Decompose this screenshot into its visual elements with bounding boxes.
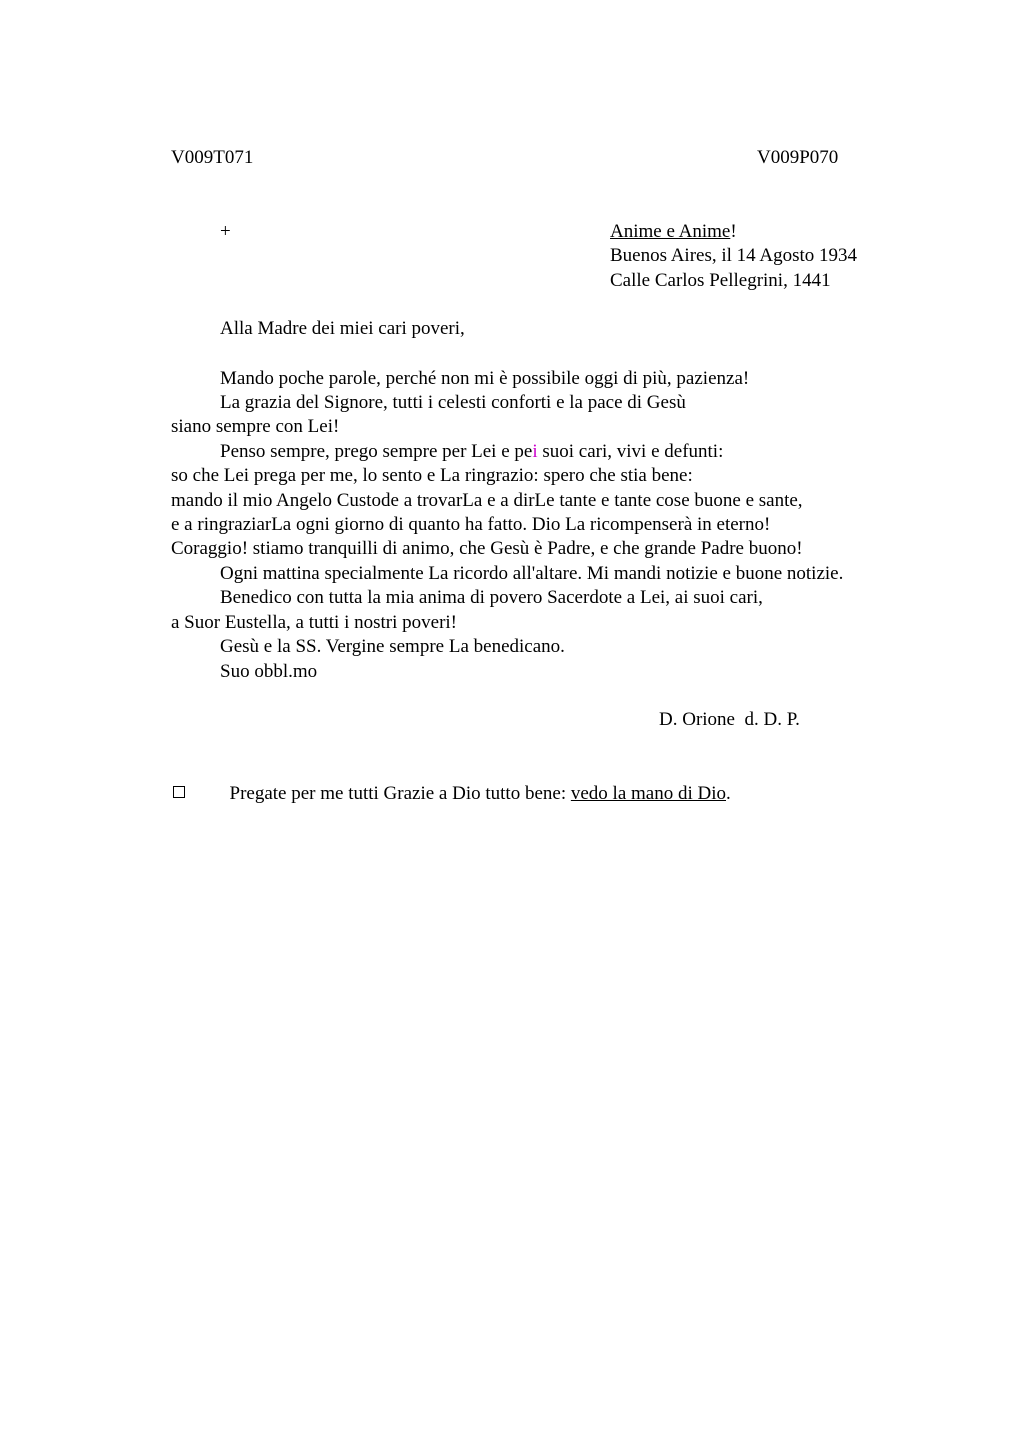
document-code-right: V009P070 — [757, 147, 839, 168]
place-date: Buenos Aires, il 14 Agosto 1934 — [610, 245, 858, 266]
address: Calle Carlos Pellegrini, 1441 — [610, 270, 831, 291]
body-line-part: Penso sempre, prego sempre per Lei e pe — [220, 441, 533, 462]
body-line-part: suoi cari, vivi e defunti: — [537, 441, 724, 462]
cross-mark: + — [220, 221, 231, 242]
body-line: a Suor Eustella, a tutti i nostri poveri! — [171, 612, 458, 633]
body-line: siano sempre con Lei! — [171, 416, 340, 437]
body-line: Benedico con tutta la mia anima di povero Sacerdote a Lei, ai suoi cari, — [220, 587, 763, 608]
body-line: Coraggio! stiamo tranquilli di animo, che Gesù è Padre, e che grande Padre buono! — [171, 538, 803, 559]
body-line: Gesù e la SS. Vergine sempre La benedicano. — [220, 636, 565, 657]
end-marker-box — [173, 786, 185, 798]
body-line: Mando poche parole, perché non mi è possibile oggi di più, pazienza! — [220, 368, 750, 389]
highlighted-letter: i — [532, 441, 538, 462]
postscript — [220, 758, 731, 806]
postscript-text: Pregate per me tutti Grazie a Dio tutto bene: — [229, 783, 571, 804]
motto-punct: ! — [730, 221, 737, 242]
signature: D. Orione d. D. P. — [659, 709, 800, 730]
motto-underlined: Anime e Anime — [610, 221, 731, 242]
body-line — [220, 440, 723, 464]
document-code-left: V009T071 — [171, 147, 254, 168]
body-line: e a ringraziarLa ogni giorno di quanto ha fatto. Dio La ricompenserà in eterno! — [171, 514, 771, 535]
body-line: mando il mio Angelo Custode a trovarLa e a dirLe tante e tante cose buone e sante, — [171, 490, 803, 511]
body-line: La grazia del Signore, tutti i celesti conforti e la pace di Gesù — [220, 392, 686, 413]
body-line: Ogni mattina specialmente La ricordo all'altare. Mi mandi notizie e buone notizie. — [220, 563, 844, 584]
postscript-end: . — [726, 783, 731, 804]
salutation: Alla Madre dei miei cari poveri, — [220, 318, 465, 339]
body-line: so che Lei prega per me, lo sento e La ringrazio: spero che stia bene: — [171, 465, 693, 486]
postscript-underlined: vedo la mano di Dio — [570, 783, 726, 804]
closing: Suo obbl.mo — [220, 661, 318, 682]
motto — [610, 220, 737, 244]
